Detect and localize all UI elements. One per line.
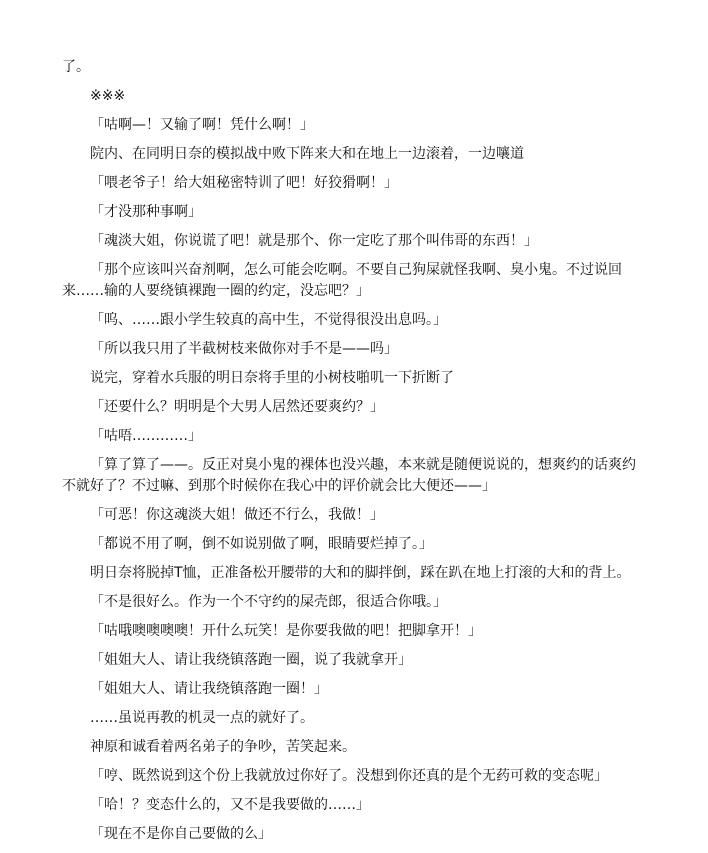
paragraph: 「魂淡大姐，你说谎了吧！就是那个、你一定吃了那个叫伟哥的东西！」 bbox=[90, 233, 538, 249]
paragraph: 「才没那种事啊」 bbox=[90, 204, 202, 220]
paragraph: ……虽说再教的机灵一点的就好了。 bbox=[90, 710, 314, 726]
paragraph: 「现在不是你自己要做的么」 bbox=[90, 826, 272, 842]
paragraph: 「咕啊—！又输了啊！凭什么啊！」 bbox=[90, 117, 314, 133]
paragraph: 说完，穿着水兵服的明日奈将手里的小树枝啪叽一下折断了 bbox=[90, 370, 454, 386]
paragraph: 「咕唔…………」 bbox=[90, 428, 202, 444]
paragraph: 「咕哦噢噢噢噢！开什么玩笑！是你要我做的吧！把脚拿开！」 bbox=[90, 623, 482, 639]
paragraph: 「所以我只用了半截树枝来做你对手不是——吗」 bbox=[90, 341, 398, 357]
text-body bbox=[62, 57, 647, 853]
paragraph: 「还要什么？明明是个大男人居然还要爽约？」 bbox=[90, 399, 384, 415]
paragraph: 「哈！？变态什么的，又不是我要做的……」 bbox=[90, 797, 370, 813]
paragraph: 神原和诚看着两名弟子的争吵，苦笑起来。 bbox=[90, 739, 356, 755]
paragraph: 「算了算了——。反正对臭小鬼的裸体也没兴趣，本来就是随便说说的，想爽约的话爽约不就好了？不过嘛、到那个时候你在我心中的评价就会比大便还——」 bbox=[62, 457, 636, 494]
paragraph: 「都说不用了啊，倒不如说别做了啊，眼睛要烂掉了。」 bbox=[90, 536, 433, 552]
paragraph: 明日奈将脱掉T恤，正准备松开腰带的大和的脚拌倒，踩在趴在地上打滚的大和的背上。 bbox=[90, 565, 631, 581]
paragraph: 「姐姐大人、请让我绕镇落跑一圈！」 bbox=[90, 681, 328, 697]
paragraph: 「那个应该叫兴奋剂啊，怎么可能会吃啊。不要自己狗屎就怪我啊、臭小鬼。不过说回来……输的人要绕镇裸跑一圈的约定，没忘吧？」 bbox=[62, 262, 622, 299]
paragraph: 「呜、……跟小学生较真的高中生，不觉得很没出息吗。」 bbox=[90, 312, 447, 328]
paragraph: 了。 bbox=[62, 59, 90, 75]
paragraph: 院内、在同明日奈的模拟战中败下阵来大和在地上一边滚着，一边嚷道 bbox=[90, 146, 524, 162]
scene-break: ※※※ bbox=[90, 88, 126, 104]
paragraph: 「不是很好么。作为一个不守约的屎壳郎，很适合你哦。」 bbox=[90, 594, 447, 610]
paragraph: 「喂老爷子！给大姐秘密特训了吧！好狡猾啊！」 bbox=[90, 175, 398, 191]
paragraph: 「姐姐大人、请让我绕镇落跑一圈，说了我就拿开」 bbox=[90, 652, 412, 668]
paragraph: 「可恶！你这魂淡大姐！做还不行么，我做！」 bbox=[90, 507, 384, 523]
paragraph: 「哼、既然说到这个份上我就放过你好了。没想到你还真的是个无药可救的变态呢」 bbox=[90, 768, 608, 784]
